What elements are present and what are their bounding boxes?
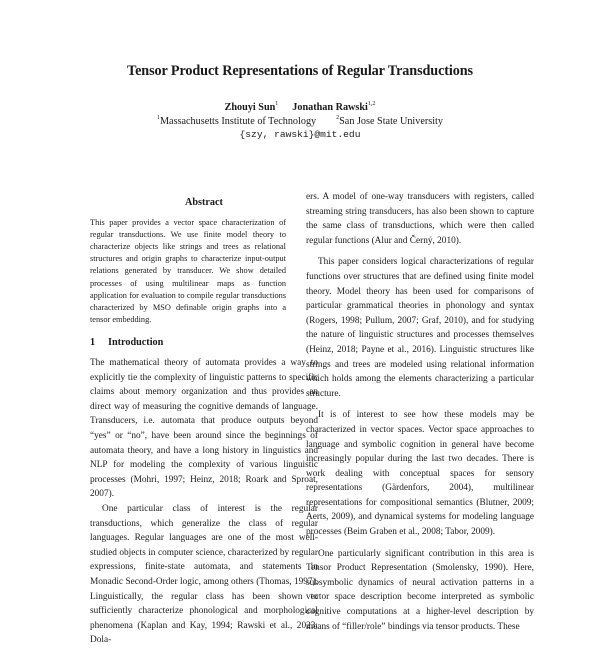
author-affiliation-mark: 1 — [275, 101, 279, 107]
section-title: Introduction — [108, 337, 164, 349]
paragraph: It is of interest to see how these models may be characterized in vector spaces. Vector space approaches to language and symbolic cognition in general have become increasingly popular during the last two decades. There is work dealing with conceptual spaces for sensory representations (Gärdenfors, 2004), multilinear representations for compositional semantics (Blutner, 2009; Aerts, 2009), and dynamical systems for modeling language processes (Beim Graben et al., 2008; Tabor, 2009). — [306, 410, 534, 538]
affiliation: Massachusetts Institute of Technology — [160, 116, 317, 127]
right-column — [306, 190, 534, 634]
section-number: 1 — [90, 337, 96, 349]
paragraph: One particularly significant contribution in this area is Tensor Product Representation (Smolensky, 1990). Here, subsymbolic dynamics of neural activation patterns in a vector space description become interpreted as symbolic cognitive computations at a higher-level description by means of “filler/role” bindings via tensor products. These — [306, 548, 534, 632]
paper-title: Tensor Product Representations of Regular Transductions — [127, 63, 473, 79]
author-name: Zhouyi Sun — [224, 102, 276, 113]
author-affiliation-mark: 1,2 — [367, 101, 376, 107]
paragraph: One particular class of interest is the regular transductions, which generalize the class of regular languages. Regular languages are one of the most well-studied objects in computer science, characterized by regular expressions, finite-state automata, and statements in Monadic Second-Order logic, among others (Thomas, 1997). Linguistically, the regular class has been shown to sufficiently characterize phonological and morphological phenomena (Kaplan and Kay, 1994; Rawski et al., 2023; Dola- — [90, 503, 318, 646]
paragraph: This paper considers logical characterizations of regular functions over structures that are defined using finite model theory. Model theory has been used for comparisons of particular grammatical theories in phonology and syntax (Rogers, 1998; Pullum, 2007; Graf, 2010), and for studying the nature of linguistic structures and processes themselves (Heinz, 2018; Payne et al., 2016). Linguistic structures like strings and trees are modeled using relational information which holds among the elements characterizing a particular structure. — [306, 257, 534, 399]
abstract-heading: Abstract — [185, 197, 223, 208]
paragraph: The mathematical theory of automata provides a way to explicitly tie the complexity of linguistic patterns to specific claims about memory organization and thus provides an direct way of measuring the cognitive demands of language. Transducers, i.e. automata that produce outputs beyond “yes” or “no”, have been around since the beginnings of automata theory, and have a long history in linguistics and NLP for modeling the complexity of various linguistic processes (Mohri, 1997; Heinz, 2018; Roark and Sproat, 2007). — [90, 358, 318, 500]
affiliation-line — [0, 115, 600, 127]
author-line — [0, 101, 600, 113]
author-email: {szy, rawski}@mit.edu — [239, 129, 361, 140]
author-name: Jonathan Rawski — [292, 102, 368, 113]
abstract-text: This paper provides a vector space characterization of regular transductions. We use finite model theory to characterize objects like strings and trees as relational structures and origin graphs to characterize input-output relations generated by transducer. We show detailed processes of using multilinear maps as function application for evaluation to compile regular transductions characterized by MSO definable origin graphs into a tensor embedding. — [90, 217, 286, 325]
affiliation: San Jose State University — [339, 116, 443, 127]
section-heading — [90, 336, 318, 351]
affiliation-mark: 2 — [336, 115, 340, 121]
affiliation-mark: 1 — [157, 115, 160, 121]
paragraph: ers. A model of one-way transducers with registers, called streaming string transducers, has also been shown to capture the same class of transductions, which were then called regular functions (Alur and Černý, 2010). — [306, 192, 534, 246]
left-column — [90, 196, 318, 648]
